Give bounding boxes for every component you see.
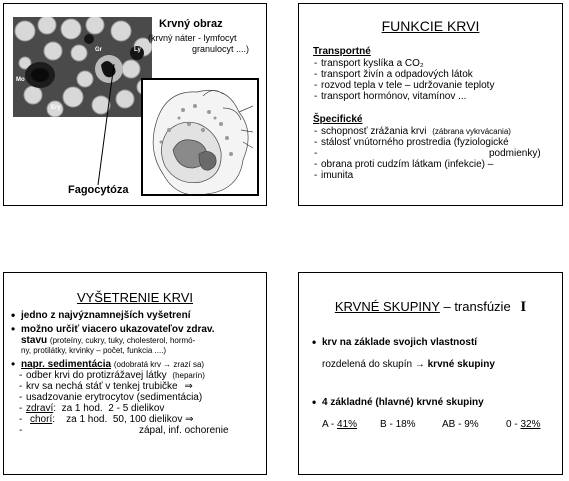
sick-value: : za 1 hod. 50, 100 dielikov ⇒ <box>52 414 194 425</box>
slide2-title-text: FUNKCIE KRVI <box>381 18 480 34</box>
slide4-title <box>299 299 562 316</box>
slide4-bullets <box>311 337 477 348</box>
bullet-line: ny, protilátky, krvinky – počet, funkcia ....) <box>21 346 167 355</box>
slide1-title: Krvný obraz <box>159 18 223 30</box>
section-transport <box>313 45 494 102</box>
cell-label-gr: Gr <box>95 47 103 53</box>
groups-line <box>322 359 495 370</box>
group-name: A - <box>322 419 338 430</box>
slide1-subtitle-line1: (krvný náter - lymfocyt <box>148 33 237 43</box>
group-name: B - <box>380 419 396 430</box>
groups-line-bold: krvné skupiny <box>427 359 495 370</box>
cell-label-mo: Mo <box>16 77 25 83</box>
group-a <box>322 419 357 430</box>
slide4-title-text: KRVNÉ SKUPINY <box>334 299 440 314</box>
slide-blood-functions <box>298 3 563 206</box>
sick-label: chorí <box>30 414 53 425</box>
pointer-line <box>4 4 268 207</box>
list-item-cont-text: usadzovanie erytrocytov (sedimentácia) <box>26 392 203 403</box>
slide-blood-groups <box>298 272 563 475</box>
group-name: 0 - <box>506 419 521 430</box>
group-b <box>380 419 416 430</box>
list-item-cont-text: zápal, inf. ochorenie <box>139 425 229 436</box>
list-item <box>18 403 265 414</box>
healthy-value: : za 1 hod. 2 - 5 dielikov <box>53 403 165 414</box>
list-item: - transport hormónov, vitamínov ... <box>313 91 494 102</box>
bullet-item <box>10 359 265 436</box>
section-specific <box>313 114 541 181</box>
group-0 <box>506 419 540 430</box>
group-value: 9% <box>464 419 479 430</box>
bullet-bold: napr. sedimentácia <box>21 359 112 370</box>
list-item-continuation <box>313 170 541 181</box>
list-item-continuation <box>18 425 265 436</box>
list-item-cont-text: podmienky) <box>489 148 541 159</box>
list-item-text: schopnosť zrážania krvi <box>321 126 427 137</box>
list-item: - transport kyslíka a CO₂ <box>313 58 494 69</box>
section-transport-list <box>313 58 494 102</box>
list-item <box>18 381 265 392</box>
list-item: - obrana proti cudzím látkam (infekcie) – <box>313 159 541 170</box>
healthy-label: zdraví <box>26 403 54 414</box>
cell-label-ly: Ly <box>134 47 141 53</box>
section-transport-heading: Transportné <box>313 46 371 57</box>
slide1-caption: Fagocytóza <box>68 184 129 196</box>
groups-line-text: rozdelená do skupín → <box>322 359 428 370</box>
slide4-bullets-2 <box>311 397 484 408</box>
slide3-title-text: VYŠETRENIE KRVI <box>76 290 194 305</box>
implies-arrow: ⇒ <box>184 381 193 392</box>
list-item-cont-text: imunita <box>321 170 354 181</box>
bullet-item: • krv na základe svojich vlastností <box>311 337 477 348</box>
section-specific-list <box>313 126 541 181</box>
list-item <box>313 126 541 137</box>
slide3-bullets <box>10 310 265 436</box>
list-item <box>18 414 265 425</box>
bullet-item <box>10 324 265 356</box>
list-item-note: (zábrana vykrvácania) <box>432 127 511 136</box>
bullet-note: (odobratá krv → zrazí sa) <box>113 360 205 369</box>
bullet-note: (proteíny, cukry, tuky, cholesterol, hormó- <box>49 336 196 345</box>
bullet-item: • 4 základné (hlavné) krvné skupiny <box>311 397 484 408</box>
bullet-line <box>21 335 265 346</box>
slide4-title-suffix: – transfúzie <box>439 299 511 314</box>
list-item-note: (heparín) <box>172 371 205 380</box>
group-name: AB - <box>442 419 465 430</box>
list-item-text: krv sa nechá stáť v tenkej trubičke <box>26 381 178 392</box>
cell-label-ery: Ery <box>51 105 61 111</box>
group-value: 32% <box>520 419 541 430</box>
sedimentation-steps <box>18 370 265 436</box>
slide4-roman: I <box>520 299 527 315</box>
list-item: - stálosť vnútorného prostredia (fyziologické <box>313 137 541 148</box>
list-item: - rozvod tepla v tele – udržovanie teploty <box>313 80 494 91</box>
list-item-continuation <box>313 148 541 159</box>
bullet-line: • možno určiť viacero ukazovateľov zdrav. <box>21 324 215 335</box>
section-specific-heading: Špecifické <box>313 114 363 125</box>
bullet-item: • jedno z najvýznamnejších vyšetrení <box>10 310 265 321</box>
bullet-bold: stavu <box>21 335 48 346</box>
slide1-subtitle-line2: granulocyt ....) <box>192 44 250 54</box>
list-item-continuation <box>18 392 265 403</box>
slide-blood-picture <box>3 3 267 206</box>
slide2-title <box>299 18 562 34</box>
group-value: 18% <box>395 419 416 430</box>
list-item <box>18 370 265 381</box>
list-item: - transport živín a odpadových látok <box>313 69 494 80</box>
group-value: 41% <box>337 419 358 430</box>
list-item-text: odber krvi do protizrážavej látky <box>26 370 167 381</box>
slide3-title <box>4 290 266 305</box>
slide-blood-examination <box>3 272 267 475</box>
group-ab <box>442 419 479 430</box>
